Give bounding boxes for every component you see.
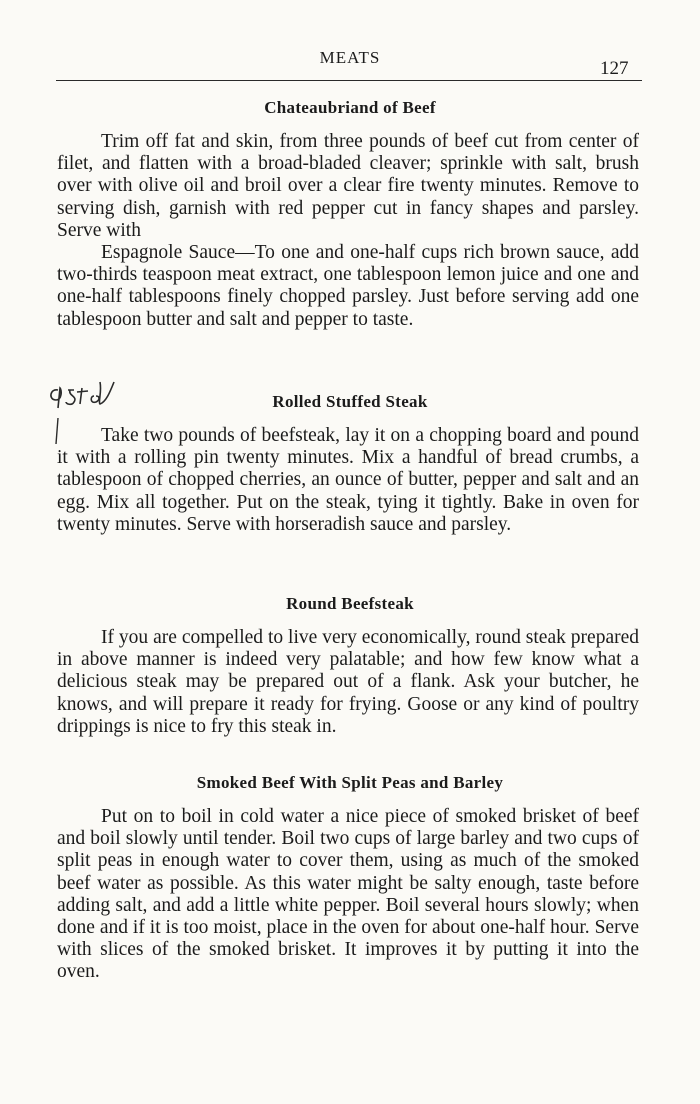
page-number: 127	[600, 58, 629, 79]
recipe-body-chateaubriand	[57, 131, 639, 331]
recipe-title-smoked-beef: Smoked Beef With Split Peas and Barley	[196, 773, 504, 792]
recipe-title-chateaubriand: Chateaubriand of Beef	[264, 98, 436, 117]
running-header: MEATS	[319, 48, 381, 67]
header-rule	[56, 80, 642, 81]
recipe-body-round-beefsteak	[57, 627, 639, 738]
recipe-body-smoked-beef	[57, 806, 639, 984]
recipe-paragraph: Put on to boil in cold water a nice piece of smoked brisket of beef and boil slowly until tender. Boil two cups of large barley and two cups of split peas in enough water to cover them, using as much of the smoked beef water as possible. As this water might be salty enough, taste before adding salt, and add a little white pepper. Boil several hours slowly; when done and if it is too moist, place in the oven for about one-half hour. Serve with slices of the smoked brisket. It improves it by putting it into the oven.	[57, 806, 639, 983]
recipe-paragraph: Espagnole Sauce—To one and one-half cups rich brown sauce, add two-thirds teaspoon meat extract, one tablespoon lemon juice and one and one-half tablespoons finely chopped parsley. Just before serving add one tablespoon butter and salt and pepper to taste.	[57, 242, 639, 330]
recipe-paragraph: Take two pounds of beefsteak, lay it on a chopping board and pound it with a rolling pin twenty minutes. Mix a handful of bread crumbs, a tablespoon of chopped cherries, an ounce of butter, pepper and salt and an egg. Mix all together. Put on the steak, tying it tightly. Bake in oven for twenty minutes. Serve with horseradish sauce and parsley.	[57, 425, 639, 535]
recipe-title-round-beefsteak: Round Beefsteak	[286, 594, 414, 613]
recipe-body-rolled-stuffed-steak	[57, 425, 639, 536]
recipe-title-rolled-stuffed-steak: Rolled Stuffed Steak	[272, 392, 428, 411]
recipe-paragraph: Trim off fat and skin, from three pounds of beef cut from center of filet, and flatten with a broad-bladed cleaver; sprinkle with salt, brush over with olive oil and broil over a clear fire twenty minutes. Remove to serving dish, garnish with red pepper cut in fancy shapes and parsley. Serve with	[57, 131, 639, 241]
recipe-paragraph: If you are compelled to live very economically, round steak prepared in above manner is indeed very palatable; and how few know what a delicious steak may be prepared out of a flank. Ask your butcher, he knows, and will prepare it ready for frying. Goose or any kind of poultry drippings is nice to fry this steak in.	[57, 627, 639, 737]
